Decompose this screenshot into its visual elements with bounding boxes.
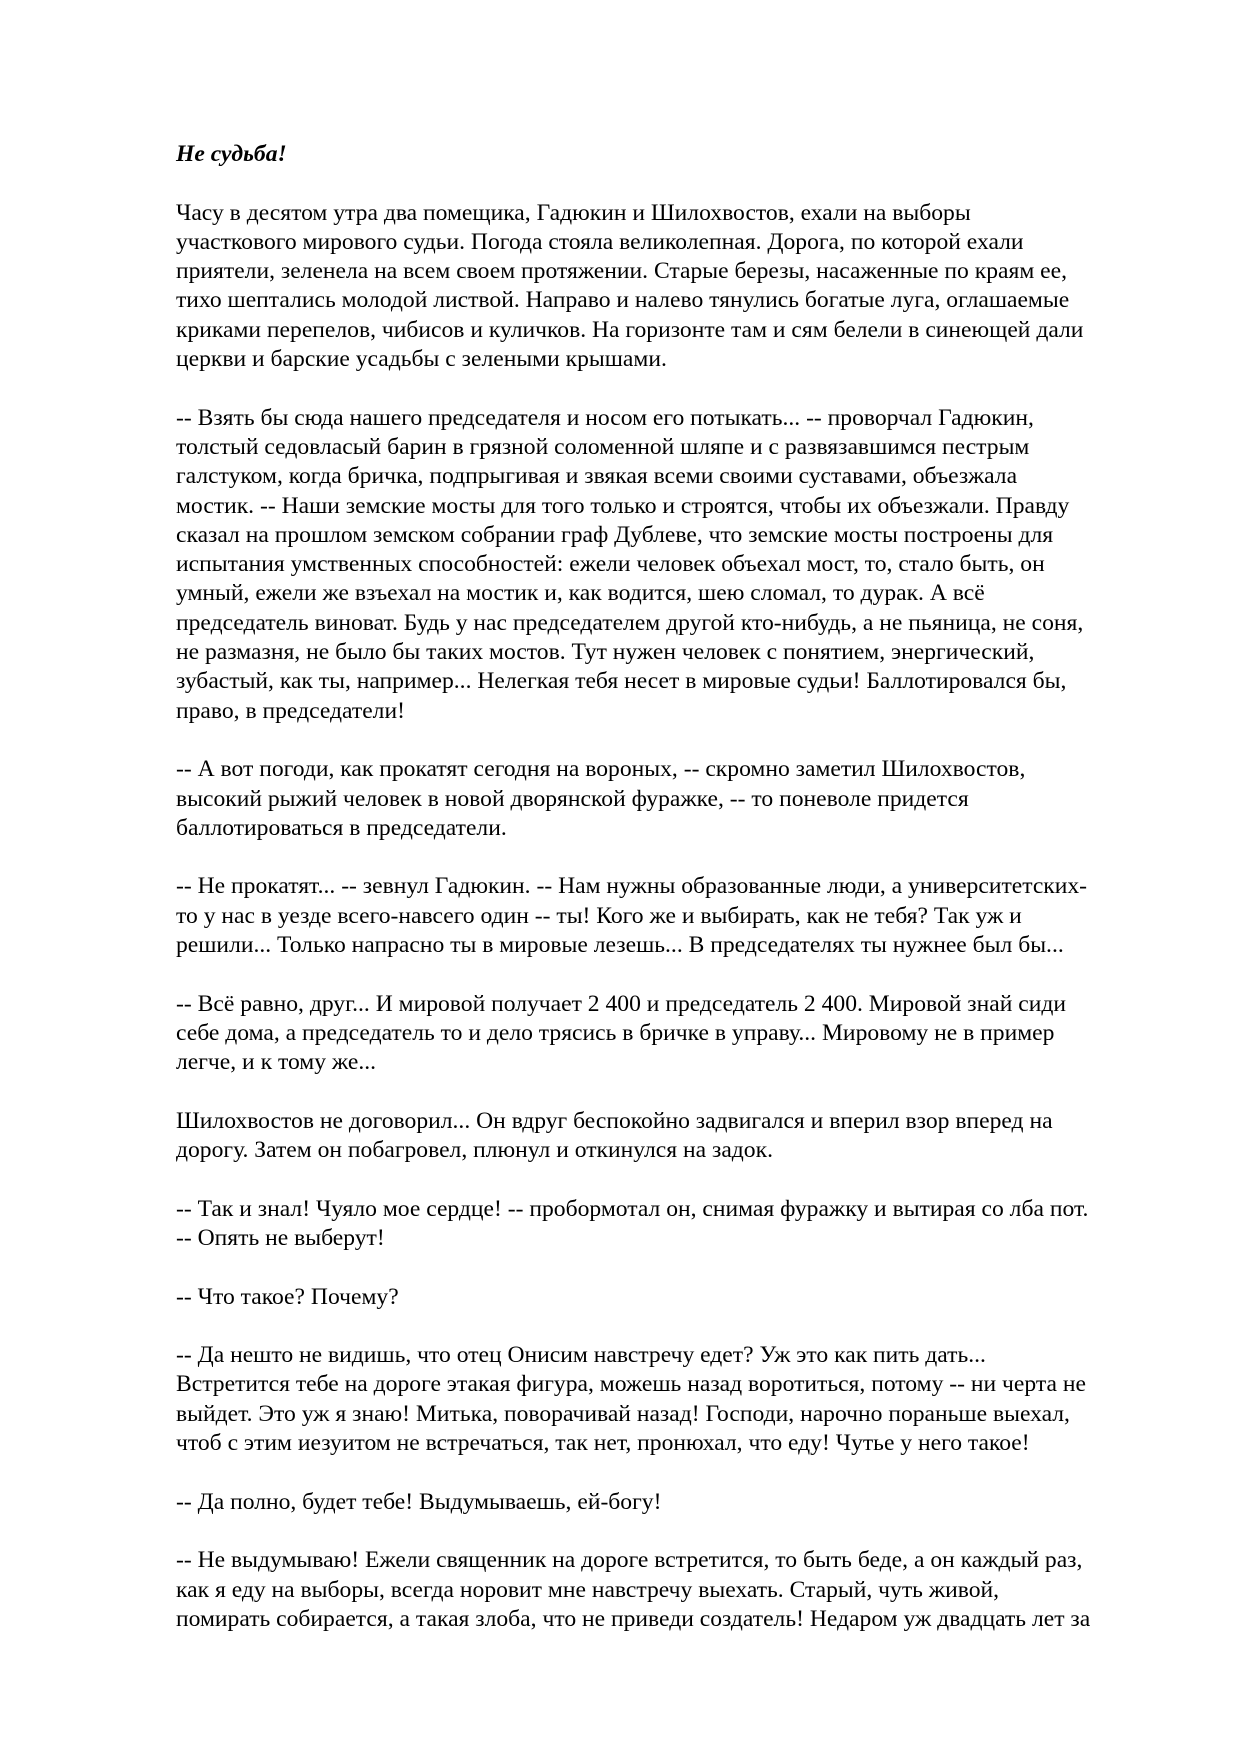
text-line: помирать собирается, а такая злоба, что не приведи создатель! Недаром уж двадцать лет за (176, 1605, 1091, 1632)
paragraph (176, 199, 1176, 375)
text-line: церкви и барские усадьбы с зелеными крышами. (176, 346, 667, 373)
text-line: право, в председатели! (176, 697, 405, 724)
text-line: -- Опять не выберут! (176, 1224, 385, 1251)
paragraph (176, 404, 1176, 726)
paragraph (176, 1283, 1176, 1312)
text-line: выйдет. Это уж я знаю! Митька, поворачивай назад! Господи, нарочно пораньше выехал, (176, 1400, 1070, 1427)
story-title: Не судьба! (176, 141, 287, 167)
text-line: -- Да нешто не видишь, что отец Онисим навстречу едет? Уж это как пить дать... (176, 1342, 986, 1369)
text-line: высокий рыжий человек в новой дворянской фуражке, -- то поневоле придется (176, 785, 969, 812)
text-line: дорогу. Затем он побагровел, плюнул и откинулся на задок. (176, 1137, 773, 1164)
text-line: -- Всё равно, друг... И мировой получает 2 400 и председатель 2 400. Мировой знай сиди (176, 990, 1066, 1017)
text-line: баллотироваться в председатели. (176, 814, 507, 841)
text-line: -- Не прокатят... -- зевнул Гадюкин. -- Нам нужны образованные люди, а университетских- (176, 873, 1088, 900)
paragraph (176, 1488, 1176, 1517)
text-line: толстый седовласый барин в грязной соломенной шляпе и с развязавшимся пестрым (176, 433, 1030, 460)
text-line: зубастый, как ты, например... Нелегкая тебя несет в мировые судьи! Баллотировался бы, (176, 668, 1067, 695)
text-line: то у нас в уезде всего-навсего один -- ты! Кого же и выбирать, как не тебя? Так уж и (176, 902, 1022, 929)
story-text (176, 199, 1176, 1635)
text-line: Встретится тебе на дороге этакая фигура, можешь назад воротиться, потому -- ни черта не (176, 1371, 1086, 1398)
paragraph (176, 755, 1176, 843)
text-line: -- Не выдумываю! Ежели священник на дороге встретится, то быть беде, а он каждый раз, (176, 1547, 1083, 1574)
text-line: испытания умственных способностей: ежели человек объехал мост, то, стало быть, он (176, 551, 1045, 578)
text-line: -- Так и знал! Чуяло мое сердце! -- пробормотал он, снимая фуражку и вытирая со лба пот. (176, 1195, 1089, 1222)
text-line: участкового мирового судьи. Погода стояла великолепная. Дорога, по которой ехали (176, 228, 1024, 255)
paragraph (176, 1107, 1176, 1166)
text-line: мостик. -- Наши земские мосты для того только и строятся, чтобы их объезжали. Правду (176, 492, 1070, 519)
text-line: Шилохвостов не договорил... Он вдруг беспокойно задвигался и вперил взор вперед на (176, 1107, 1053, 1134)
text-line: -- А вот погоди, как прокатят сегодня на вороных, -- скромно заметил Шилохвостов, (176, 756, 1026, 783)
paragraph (176, 990, 1176, 1078)
paragraph (176, 1341, 1176, 1458)
text-line: -- Взять бы сюда нашего председателя и носом его потыкать... -- проворчал Гадюкин, (176, 404, 1034, 431)
text-line: -- Да полно, будет тебе! Выдумываешь, ей-богу! (176, 1488, 662, 1515)
text-line: себе дома, а председатель то и дело трясись в бричке в управу... Мировому не в пример (176, 1019, 1055, 1046)
paragraph (176, 1546, 1176, 1634)
paragraph (176, 1195, 1176, 1254)
paragraph (176, 872, 1176, 960)
text-line: умный, ежели же взъехал на мостик и, как водится, шею сломал, то дурак. А всё (176, 580, 985, 607)
text-line: не размазня, не было бы таких мостов. Тут нужен человек с понятием, энергический, (176, 639, 1035, 666)
text-line: председатель виноват. Будь у нас председателем другой кто-нибудь, а не пьяница, не соня, (176, 609, 1084, 636)
text-line: легче, и к тому же... (176, 1049, 377, 1076)
text-line: тихо шептались молодой листвой. Направо и налево тянулись богатые луга, оглашаемые (176, 287, 1070, 314)
text-line: сказал на прошлом земском собрании граф Дублеве, что земские мосты построены для (176, 521, 1054, 548)
text-line: криками перепелов, чибисов и куличков. На горизонте там и сям белели в синеющей дали (176, 316, 1084, 343)
text-line: Часу в десятом утра два помещика, Гадюкин и Шилохвостов, ехали на выборы (176, 199, 971, 226)
text-line: приятели, зеленела на всем своем протяжении. Старые березы, насаженные по краям ее, (176, 258, 1068, 285)
document-body (176, 140, 1176, 1663)
text-line: как я еду на выборы, всегда норовит мне навстречу выехать. Старый, чуть живой, (176, 1576, 1000, 1603)
text-line: чтоб с этим иезуитом не встречаться, так нет, пронюхал, что еду! Чутье у него такое! (176, 1430, 1030, 1457)
text-line: решили... Только напрасно ты в мировые лезешь... В председателях ты нужнее был бы... (176, 932, 1064, 959)
text-line: галстуком, когда бричка, подпрыгивая и звякая всеми своими суставами, объезжала (176, 463, 1018, 490)
text-line: -- Что такое? Почему? (176, 1283, 399, 1310)
